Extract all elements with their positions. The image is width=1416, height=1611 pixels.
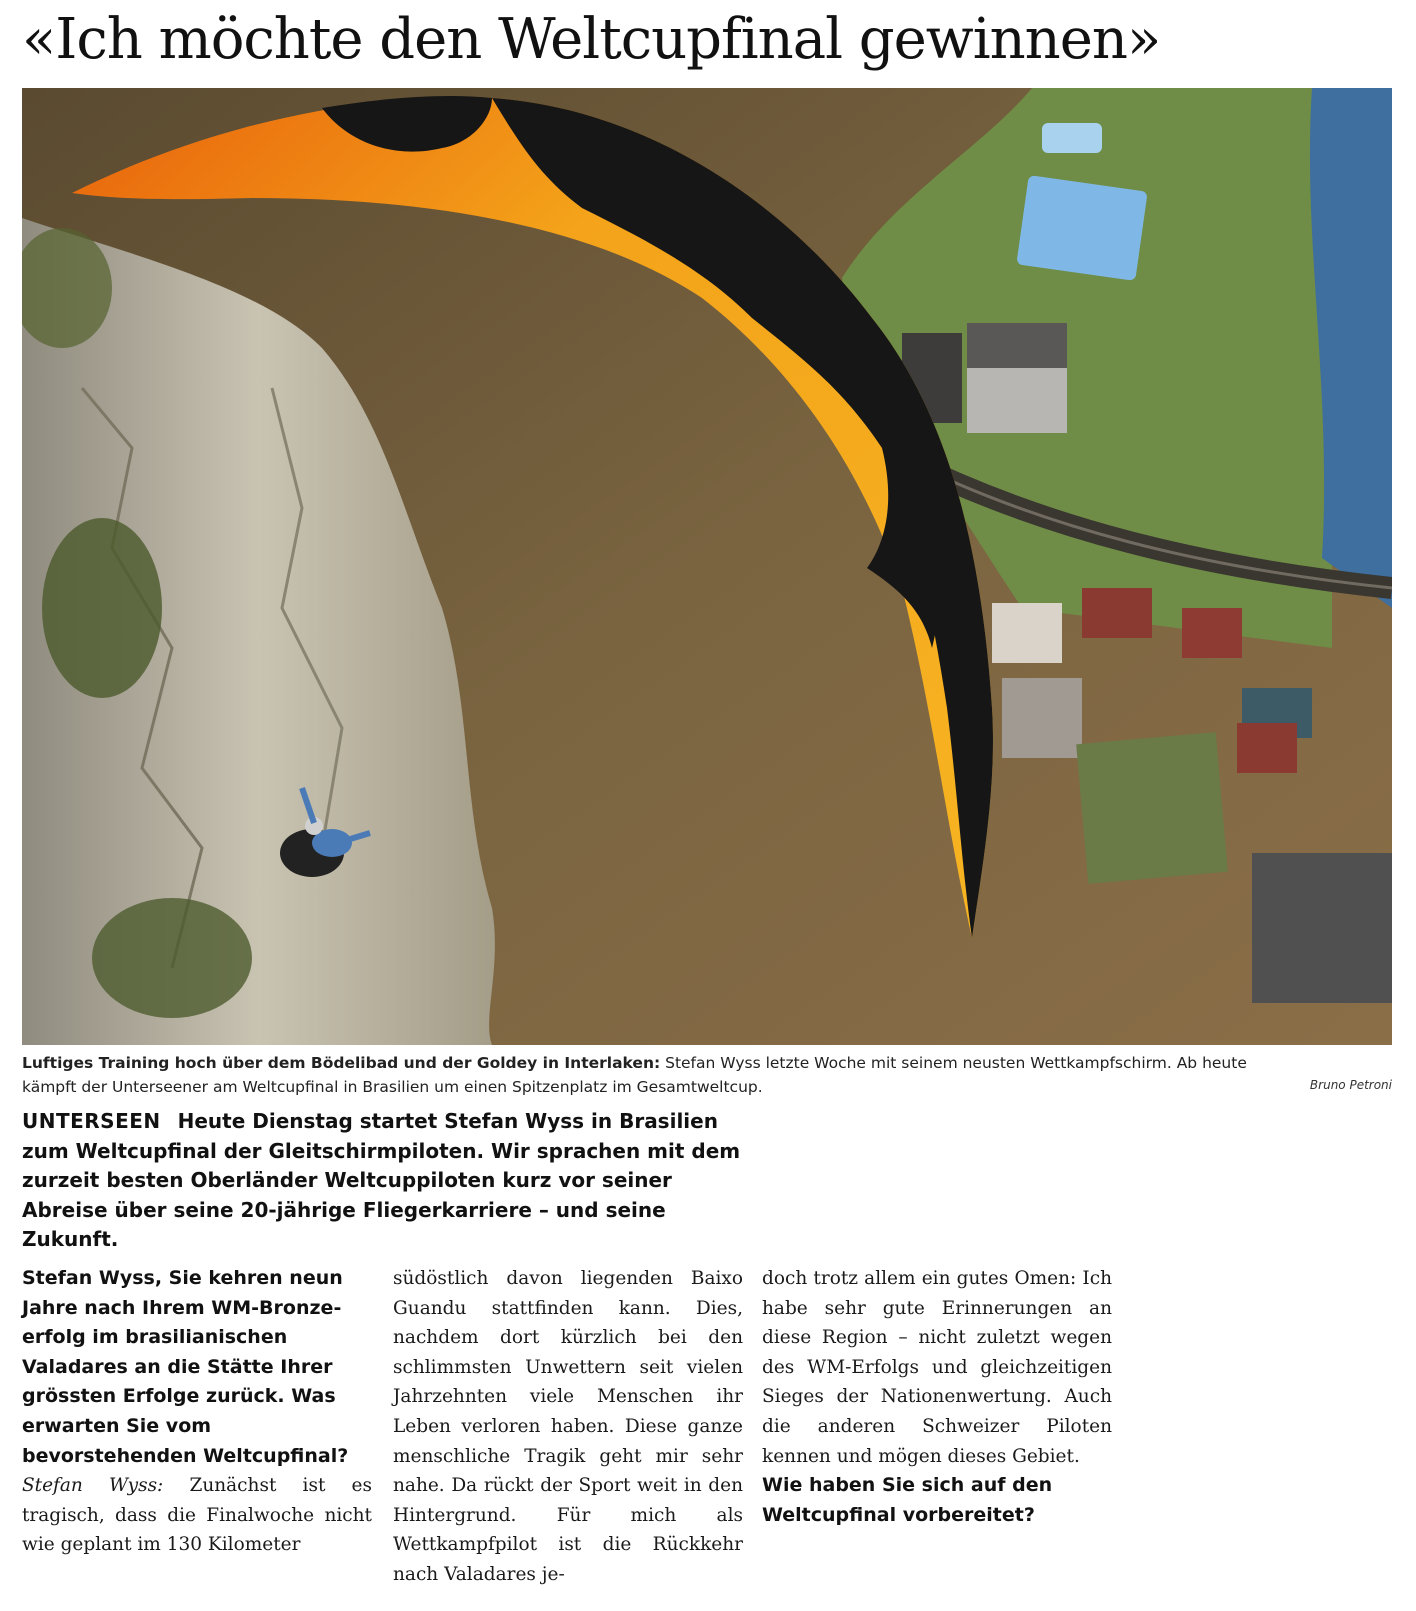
- caption-bold: Luftiges Training hoch über dem Bödelibad und der Goldey in Interlaken:: [22, 1054, 661, 1072]
- question-1: Stefan Wyss, Sie kehren neun Jahre nach Ihrem WM-Bronzeerfolg im brasilianischen Valadares an die Stätte Ihrer grössten Erfolge zurück. Was erwarten Sie vom bevorstehenden Weltcupfinal?: [22, 1267, 349, 1467]
- column-3: [762, 1264, 1112, 1530]
- dateline: UNTERSEEN: [22, 1109, 161, 1133]
- column-2: [393, 1264, 743, 1590]
- photo-credit: Bruno Petroni: [1309, 1078, 1392, 1092]
- answer-1-part-1: [22, 1471, 372, 1560]
- question-2: Wie haben Sie sich auf den Weltcupfinal vorbereitet?: [762, 1474, 1053, 1526]
- lead-text: Heute Dienstag startet Stefan Wyss in Brasilien zum Weltcupfinal der Gleitschirmpiloten. Wir sprachen mit dem zurzeit besten Oberländer Weltcuppiloten kurz vor seiner Abreise über seine 20-jährige Fliegerkarriere – und seine Zukunft.: [22, 1109, 741, 1251]
- lead-paragraph: [22, 1107, 762, 1255]
- answer-1-text-a: Zunächst ist es tragisch, dass die Finalwoche nicht wie geplant im 130 Kilometer: [22, 1475, 372, 1556]
- article-photo: [22, 88, 1392, 1045]
- answer-1-part-3: doch trotz allem ein gutes Omen: Ich habe sehr gute Erinnerungen an diese Region – nicht zuletzt wegen des WM-Erfolgs und gleichzeitigen Sieges der Nationenwertung. Auch die anderen Schweizer Piloten kennen und mögen dieses Gebiet.: [762, 1268, 1112, 1467]
- answer-1-part-2: südöstlich davon liegenden Baixo Guandu stattfinden kann. Dies, nachdem dort kürzlich bei den schlimmsten Unwettern seit vielen Jahrzehnten viele Menschen ihr Leben verloren haben. Diese ganze menschliche Tragik geht mir sehr nahe. Da rückt der Sport weit in den Hintergrund. Für mich als Wettkampfpilot ist die Rückkehr nach Valadares je-: [393, 1268, 743, 1585]
- headline: «Ich möchte den Weltcupfinal gewinnen»: [22, 7, 1161, 72]
- column-1: [22, 1264, 372, 1560]
- photo-caption: [22, 1051, 1282, 1099]
- answer-speaker: Stefan Wyss:: [22, 1475, 164, 1497]
- caption-text: Stefan Wyss letzte Woche mit seinem neusten Wettkampfschirm. Ab heute kämpft der Unterseener am Weltcupfinal in Brasilien um einen Spitzenplatz im Gesamtweltcup.: [22, 1054, 1247, 1096]
